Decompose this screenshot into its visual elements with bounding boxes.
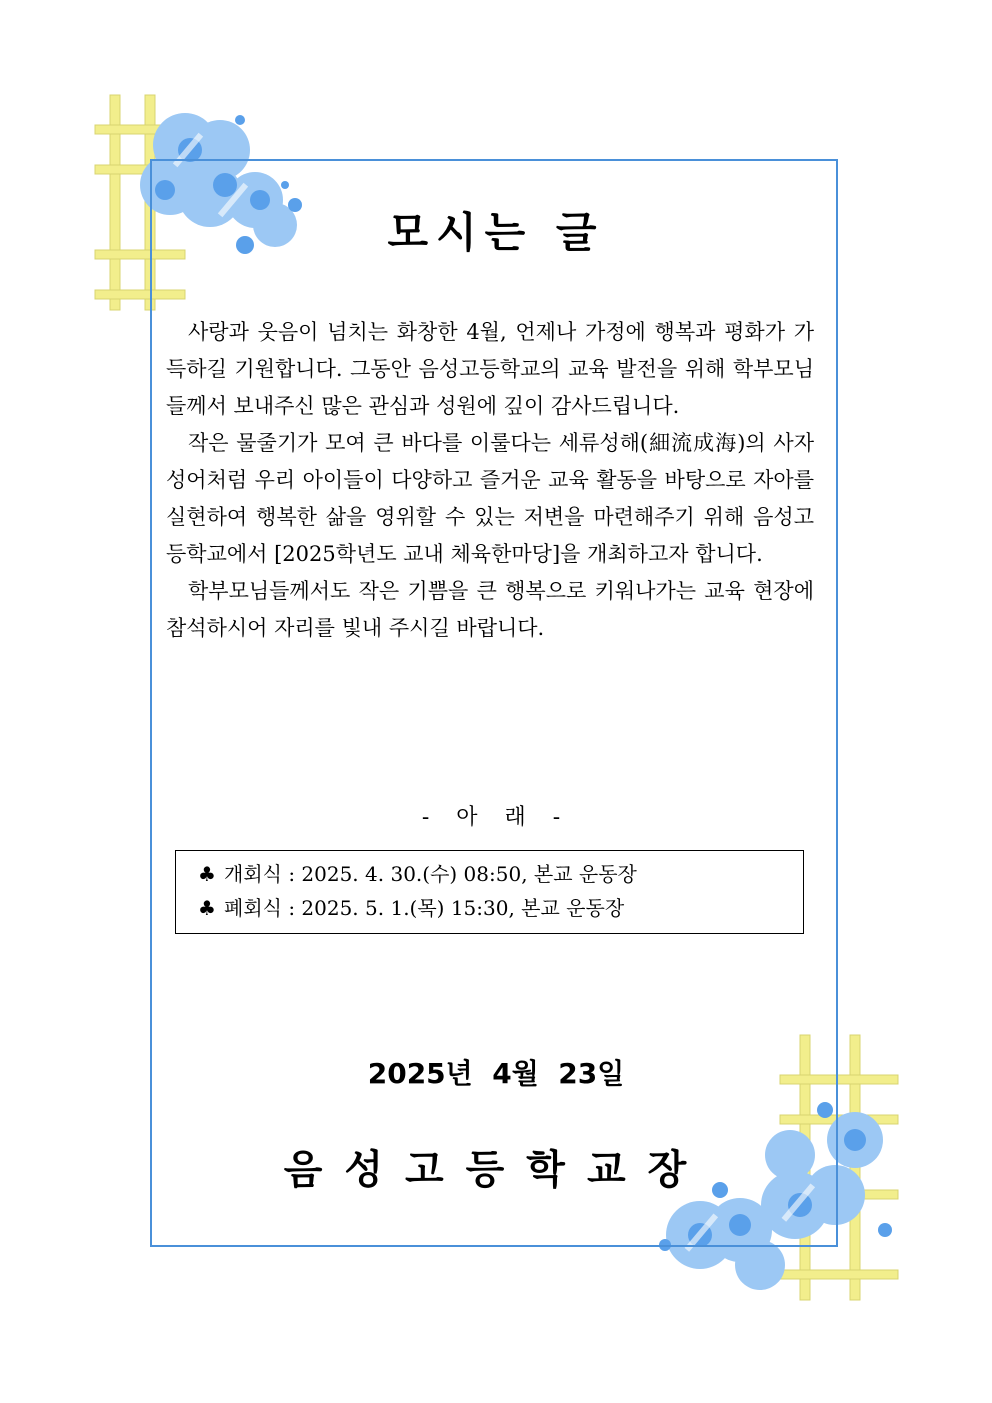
schedule-row-closing bbox=[198, 891, 803, 925]
club-icon: ♣ bbox=[198, 862, 216, 886]
issue-date: 2025년 4월 23일 bbox=[367, 1057, 625, 1090]
invitation-body bbox=[166, 314, 814, 647]
schedule-closing-text: 폐회식 : 2025. 5. 1.(목) 15:30, 본교 운동장 bbox=[224, 896, 625, 920]
schedule-box bbox=[175, 850, 804, 934]
signature: 음성고등학교장 bbox=[283, 1147, 709, 1193]
paragraph-2: 작은 물줄기가 모여 큰 바다를 이룰다는 세류성해(細流成海)의 사자성어처럼 우리 아이들이 다양하고 즐거운 교육 활동을 바탕으로 자아를 실현하여 행복한 삶을 영위할 수 있는 저변을 마련해주기 위해 음성고등학교에서 [2025학년도 교내 체육한마당]을 개최하고자 합니다. bbox=[166, 431, 814, 566]
schedule-opening-text: 개회식 : 2025. 4. 30.(수) 08:50, 본교 운동장 bbox=[224, 862, 637, 886]
schedule-row-opening bbox=[198, 857, 803, 891]
page-title: 모시는 글 bbox=[387, 208, 605, 257]
club-icon: ♣ bbox=[198, 896, 216, 920]
paragraph-1: 사랑과 웃음이 넘치는 화창한 4월, 언제나 가정에 행복과 평화가 가득하길 기원합니다. 그동안 음성고등학교의 교육 발전을 위해 학부모님들께서 보내주신 많은 관심과 성원에 깊이 감사드립니다. bbox=[166, 320, 814, 418]
paragraph-3: 학부모님들께서도 작은 기쁨을 큰 행복으로 키워나가는 교육 현장에 참석하시어 자리를 빛내 주시길 바랍니다. bbox=[166, 579, 814, 640]
notice-heading: - 아 래 - bbox=[421, 805, 571, 830]
